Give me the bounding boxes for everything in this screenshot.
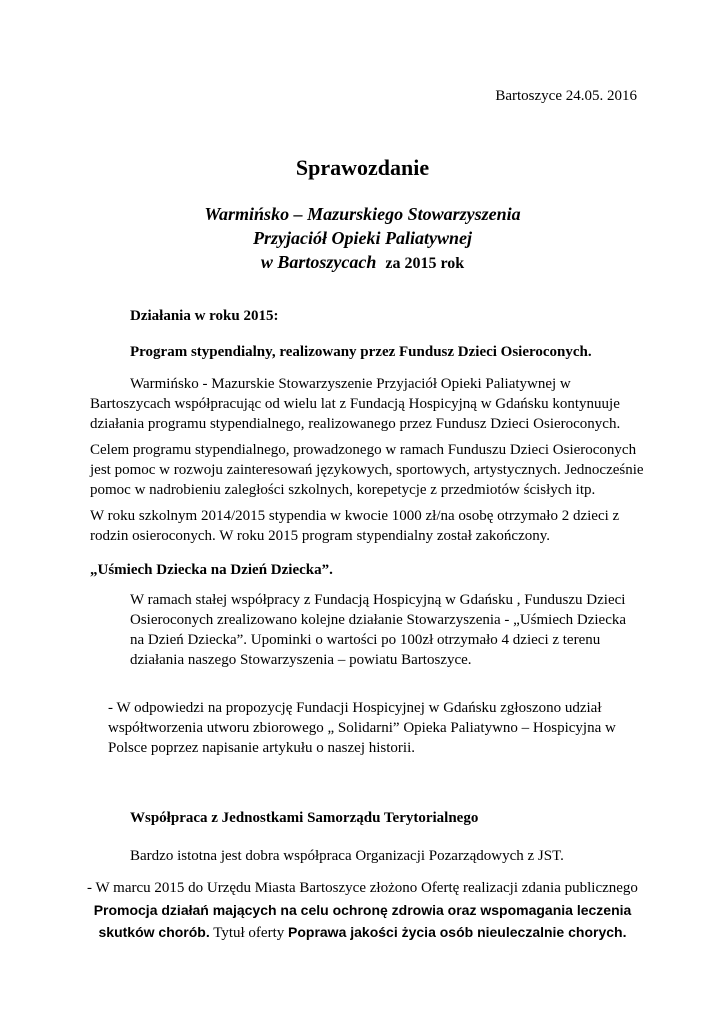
smile-heading: „Uśmiech Dziecka na Dzień Dziecka”. [90, 562, 333, 578]
program-heading: Program stypendialny, realizowany przez Fundusz Dzieci Osieroconych. [130, 344, 592, 360]
subtitle-location: w Bartoszycach [260, 252, 377, 272]
subtitle-line-2: Przyjaciół Opieki Paliatywnej [253, 228, 472, 248]
subtitle-line-3 [0, 250, 725, 276]
program-paragraph-3: W roku szkolnym 2014/2015 stypendia w kwocie 1000 zł/na osobę otrzymało 2 dzieci z rodzin osieroconych. W roku 2015 program stypendialny został zakończony. [90, 508, 620, 544]
jst-paragraph-1: Bardzo istotna jest dobra współpraca Organizacji Pozarządowych z JST. [130, 848, 564, 864]
jst-paragraph-2-line-3 [60, 922, 665, 943]
jst-offer-title: Poprawa jakości życia osób nieuleczalnie chorych. [288, 924, 627, 940]
jst-heading: Współpraca z Jednostkami Samorządu Terytorialnego [130, 810, 479, 826]
jst-offer-title-label: Tytuł oferty [209, 925, 288, 941]
program-paragraph-1: Warmińsko - Mazurskie Stowarzyszenie Przyjaciół Opieki Paliatywnej w Bartoszycach współpracując od wielu lat z Fundacją Hospicyjną w Gdańsku kontynuuje działania programu stypendialnego, realizowanego przez Fundusz Dzieci Osieroconych. [90, 376, 621, 432]
smile-paragraph [90, 590, 630, 670]
document-date: Bartoszyce 24.05. 2016 [495, 88, 637, 104]
smile-paragraph-text: W ramach stałej współpracy z Fundacją Hospicyjną w Gdańsku , Funduszu Dzieci Osieroconych zrealizowano kolejne działanie Stowarzyszenia - „Uśmiech Dziecka na Dzień Dziecka”. Upominki o wartości po 100zł otrzymało 4 dzieci z terenu działania naszego Stowarzyszenia – powiatu Bartoszyce. [130, 592, 627, 668]
jst-paragraph-2-line-1: - W marcu 2015 do Urzędu Miasta Bartoszyce złożono Ofertę realizacji zdania publicznego [87, 880, 638, 896]
program-paragraph-2: Celem programu stypendialnego, prowadzonego w ramach Funduszu Dzieci Osieroconych jest pomoc w rozwoju zainteresowań językowych, sportowych, artystycznych. Jednocześnie pomoc w nadrobieniu zaległości szkolnych, korepetycje z przedmiotów ścisłych itp. [90, 442, 644, 498]
solidarni-paragraph: - W odpowiedzi na propozycję Fundacji Hospicyjnej w Gdańsku zgłoszono udział współtworzenia utworu zbiorowego „ Solidarni” Opieka Paliatywno – Hospicyjna w Polsce poprzez napisanie artykułu o naszej historii. [108, 700, 616, 756]
subtitle-year: za 2015 rok [385, 255, 465, 272]
jst-paragraph-2-line-2: Promocja działań mających na celu ochronę zdrowia oraz wspomagania leczenia [93, 902, 632, 918]
document-title: Sprawozdanie [295, 155, 430, 180]
jst-task-name-end: skutków chorób. [98, 924, 210, 940]
subtitle-line-1: Warmińsko – Mazurskiego Stowarzyszenia [204, 204, 521, 224]
activities-heading: Działania w roku 2015: [130, 308, 279, 324]
